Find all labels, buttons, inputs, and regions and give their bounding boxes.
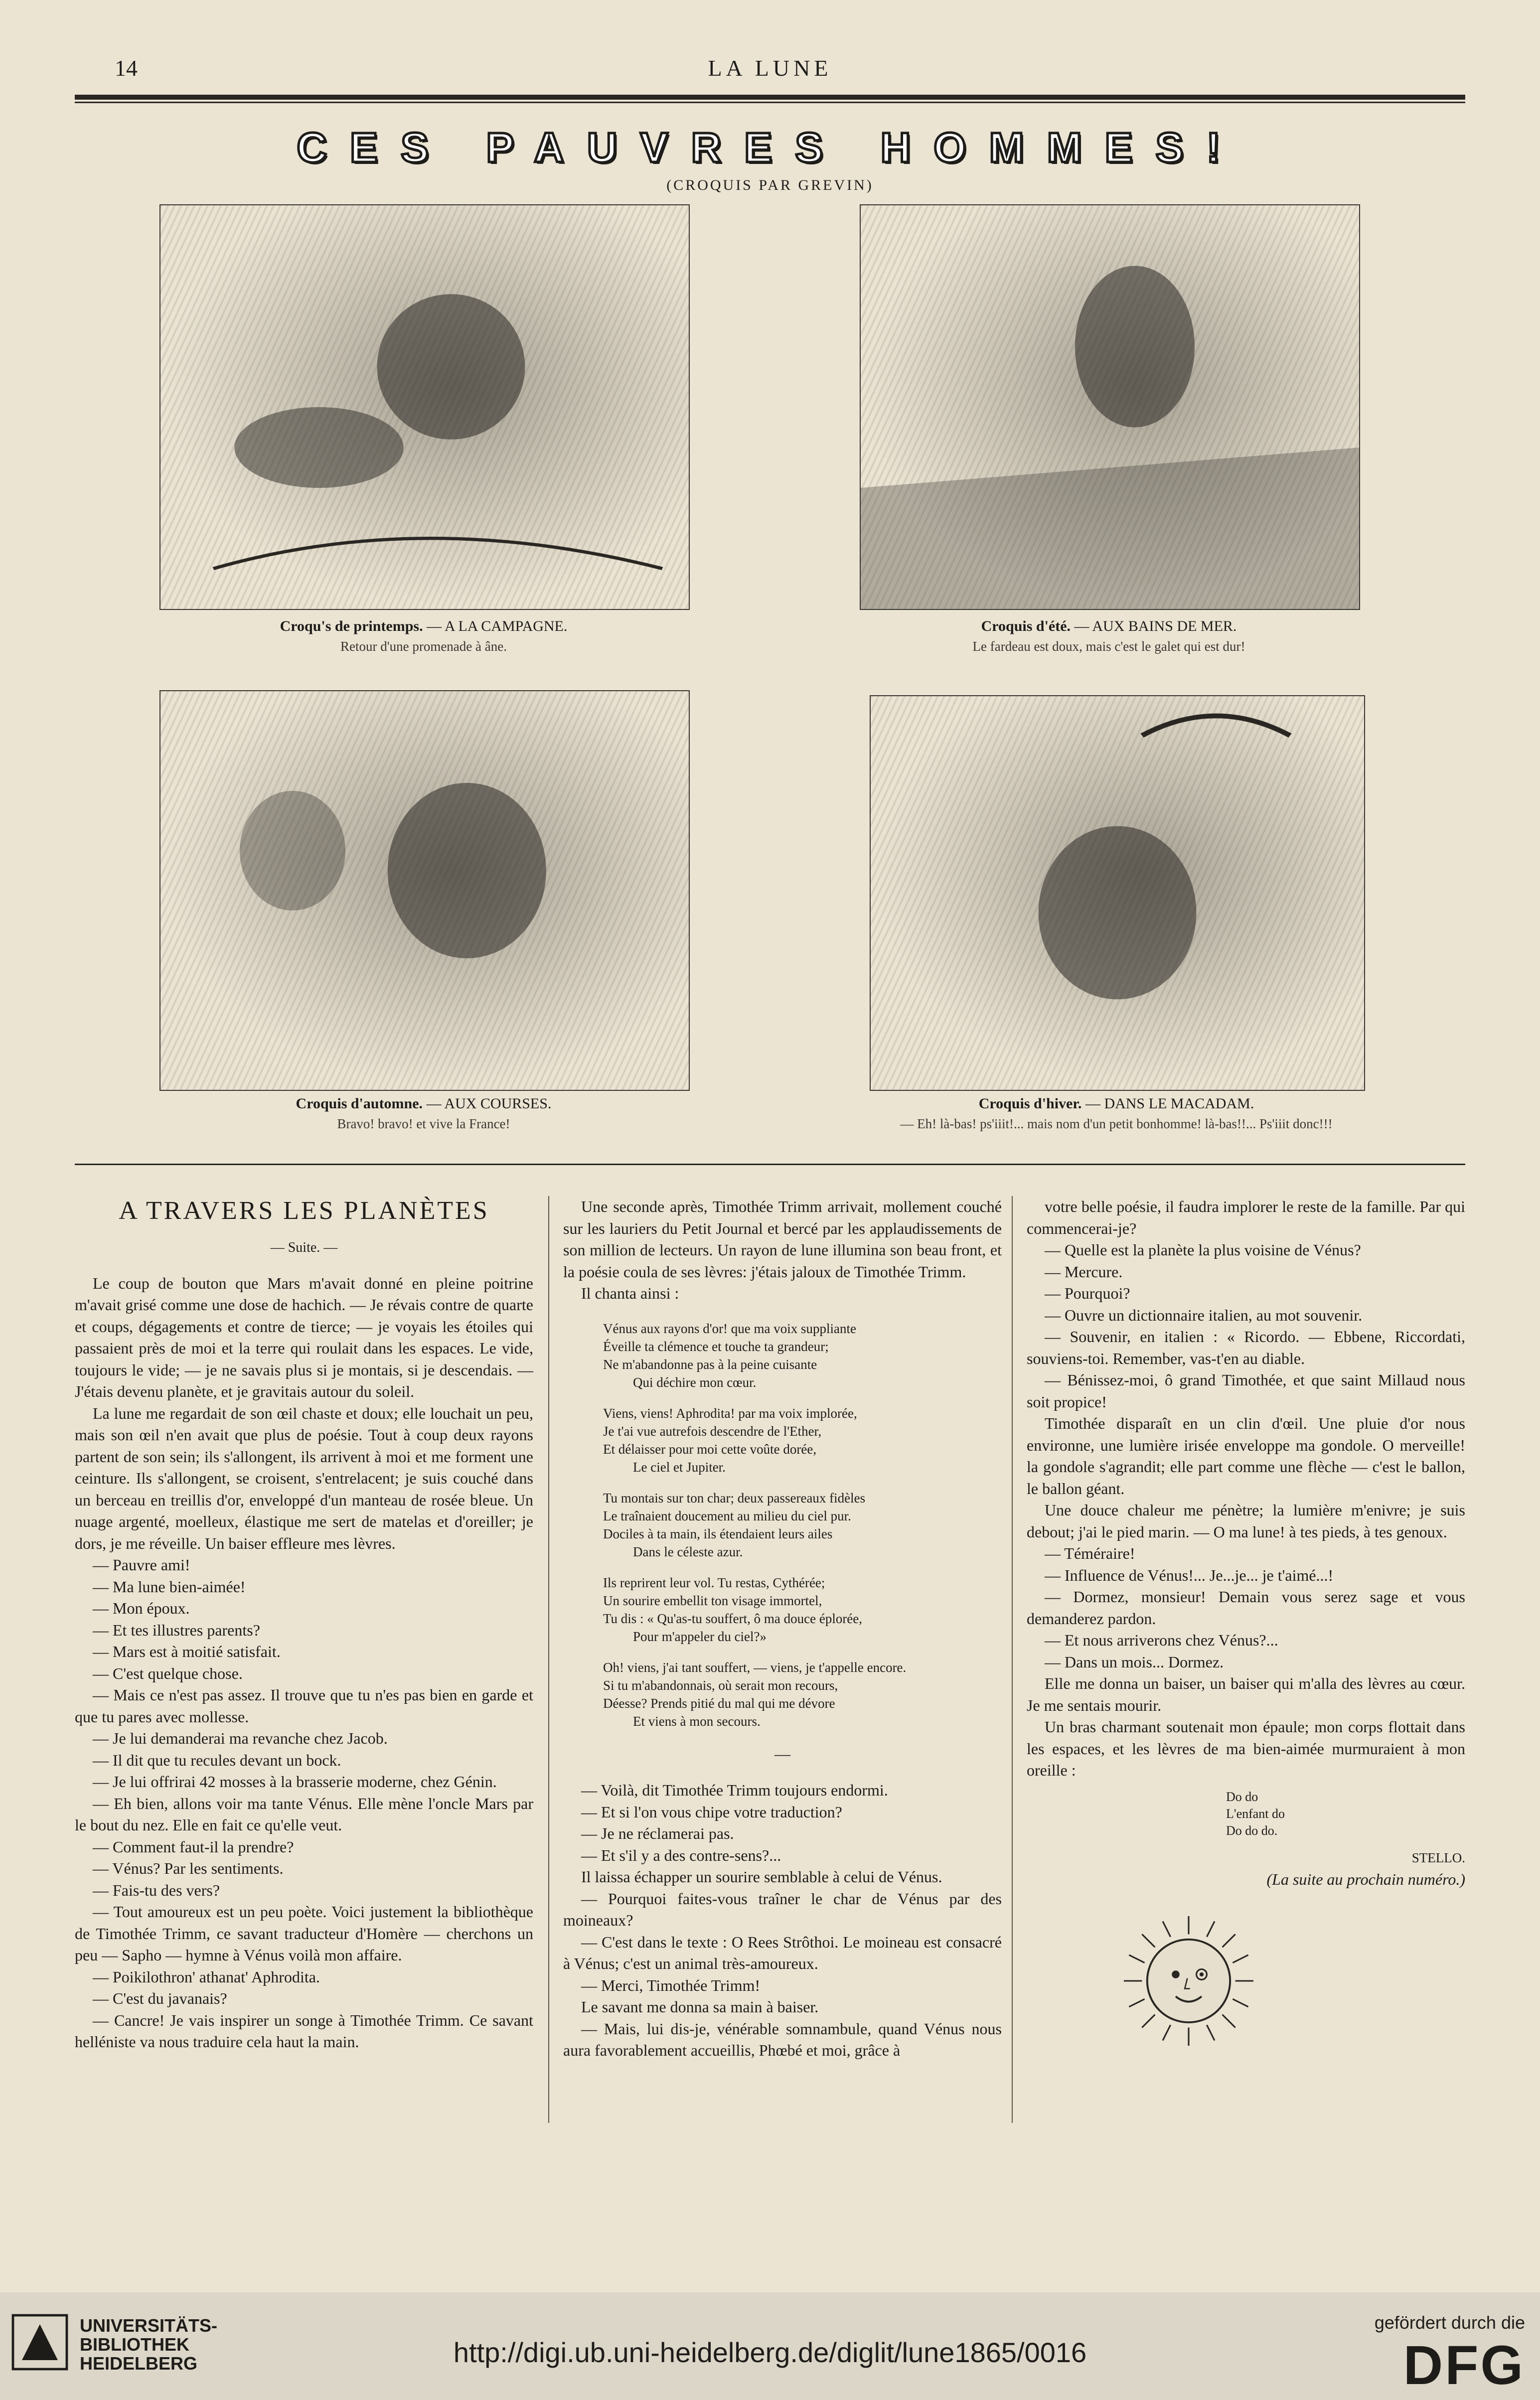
paragraph: Le savant me donna sa main à baiser.	[581, 1998, 819, 2016]
paragraph: — Bénissez-moi, ô grand Timothée, et que saint Millaud nous soit propice!	[1027, 1371, 1465, 1411]
paragraph: — Voilà, dit Timothée Trimm toujours endormi.	[581, 1781, 888, 1799]
poem-line: Oh! viens, j'ai tant souffert, — viens, je t'appelle encore.	[603, 1659, 907, 1675]
digitization-footer	[0, 2292, 1540, 2400]
paragraph: — Cancre! Je vais inspirer un songe à Timothée Trimm. Ce savant helléniste va nous traduire cela haut la main.	[75, 2011, 533, 2051]
poem-line: Déesse? Prends pitié du mal qui me dévore	[603, 1695, 835, 1711]
poem-stanza	[563, 1320, 1002, 1391]
paragraph: — C'est du javanais?	[93, 1989, 227, 2007]
paragraph: — Il dit que tu recules devant un bock.	[93, 1751, 341, 1769]
dfg-logo: DFG	[1403, 2335, 1525, 2396]
paragraph: — Téméraire!	[1045, 1544, 1135, 1562]
article-column-2	[563, 1196, 1002, 2062]
paragraph: — Je ne réclamerai pas.	[581, 1824, 734, 1842]
poem-line: Ils reprirent leur vol. Tu restas, Cythérée;	[603, 1575, 825, 1590]
paragraph: — C'est quelque chose.	[93, 1664, 243, 1682]
article-title: A TRAVERS LES PLANÈTES	[119, 1197, 489, 1225]
column-divider	[548, 1196, 549, 2123]
paragraph: — Pourquoi?	[1045, 1284, 1130, 1302]
paragraph: — Mais, lui dis-je, vénérable somnambule, quand Vénus nous aura favorablement accueillis, Phœbé et moi, grâce à	[563, 2019, 1002, 2059]
poem-line: Si tu m'abandonnais, où serait mon recours,	[603, 1677, 838, 1693]
paragraph: Un bras charmant soutenait mon épaule; mon corps flottait dans les espaces, et les lèvres de ma bien-aimée murmuraient à mon oreille :	[1027, 1718, 1465, 1779]
paragraph: Timothée disparaît en un clin d'œil. Une pluie d'or nous environne, une lumière irisée enveloppe ma gondole. O merveille! la gondole s'agrandit; elle part comme une flèche — c'est le ballon, le ballon géant.	[1027, 1414, 1465, 1498]
illustration-autumn	[159, 690, 690, 1091]
article-column-3	[1027, 1196, 1465, 1891]
section-rule	[75, 1164, 1465, 1165]
paragraph: Une seconde après, Timothée Trimm arrivait, mollement couché sur les lauriers du Petit Journal et bercé par les applaudissements de son million de lecteurs. Un rayon de lune illumina son beau front, et la poésie coula de ses lèvres: j'étais jaloux de Timothée Trimm.	[563, 1198, 1002, 1281]
paragraph: votre belle poésie, il faudra implorer le reste de la famille. Par qui commencerai-je?	[1027, 1198, 1465, 1237]
paragraph: Il chanta ainsi :	[581, 1284, 679, 1302]
paragraph: — Ouvre un dictionnaire italien, au mot souvenir.	[1045, 1306, 1363, 1324]
poem-line: Ne m'abandonne pas à la peine cuisante	[603, 1356, 817, 1372]
illustration-winter-subcaption: — Eh! là-bas! ps'iiit!... mais nom d'un petit bonhomme! là-bas!!... Ps'iiit donc!!!	[900, 1116, 1333, 1131]
paragraph: — Merci, Timothée Trimm!	[581, 1976, 761, 1994]
paragraph: — Vénus? Par les sentiments.	[93, 1859, 284, 1877]
poem-line: Tu dis : « Qu'as-tu souffert, ô ma douce éplorée,	[603, 1611, 863, 1626]
paragraph: — Et s'il y a des contre-sens?...	[581, 1846, 781, 1864]
paragraph: — Souvenir, en italien : « Ricordo. — Ebbene, Riccordati, souviens-toi. Remember, vas-t'en au diable.	[1027, 1328, 1465, 1367]
illustration-autumn-caption: Croquis d'automne. — AUX COURSES.	[296, 1095, 552, 1112]
paragraph: — Dormez, monsieur! Demain vous serez sage et vous demanderez pardon.	[1027, 1588, 1465, 1628]
paragraph: — Je lui offrirai 42 mosses à la brasserie moderne, chez Génin.	[93, 1773, 497, 1791]
paragraph: — Ma lune bien-aimée!	[93, 1577, 246, 1596]
paragraph: — Je lui demanderai ma revanche chez Jacob.	[93, 1729, 388, 1747]
lullaby-line: Do do	[1226, 1789, 1258, 1804]
header-rule	[75, 95, 1465, 100]
poem-stanza	[563, 1489, 1002, 1561]
column-divider	[1012, 1196, 1013, 2123]
paragraph: — Mon époux.	[93, 1599, 190, 1617]
paragraph: — Et si l'on vous chipe votre traduction?	[581, 1802, 842, 1821]
illustration-autumn-subcaption: Bravo! bravo! et vive la France!	[337, 1116, 510, 1131]
poem	[563, 1320, 1002, 1743]
poem-line: Et viens à mon secours.	[633, 1713, 761, 1729]
paragraph: — Poikilothron' athanat' Aphrodita.	[93, 1967, 320, 1986]
paragraph: — Mais ce n'est pas assez. Il trouve que tu n'es pas bien en garde et que tu pares avec mollesse.	[75, 1686, 533, 1726]
paragraph: — C'est dans le texte : O Rees Strôthoi. Le moineau est consacré à Vénus; c'est un animal très-amoureux.	[563, 1933, 1002, 1972]
illustration-summer-caption: Croquis d'été. — AUX BAINS DE MER.	[981, 618, 1237, 634]
paragraph: Le coup de bouton que Mars m'avait donné en pleine poitrine m'avait grisé comme une dose de hachich. — Je révais contre de quarte et coups, dégagements et contre de tierce; — je voyais les étoiles qui passaient près de moi et la terre qui roulait dans les espaces. Le vide, toujours le vide; — je ne savais plus si je montais, si je descendais. — J'étais devenu planète, et je gravitais autour du soleil.	[75, 1274, 533, 1400]
paragraph: — Dans un mois... Dormez.	[1045, 1652, 1224, 1671]
poem-line: Je t'ai vue autrefois descendre de l'Ether,	[603, 1423, 822, 1439]
illustration-spring-subcaption: Retour d'une promenade à âne.	[340, 639, 507, 654]
lullaby-line: L'enfant do	[1226, 1806, 1285, 1821]
poem-line: Dans le céleste azur.	[633, 1544, 743, 1559]
article-column-1	[75, 1196, 533, 2053]
header-rule-thin	[75, 102, 1465, 103]
poem-line: Éveille ta clémence et touche ta grandeur;	[603, 1339, 829, 1354]
paragraph: Il laissa échapper un sourire semblable à celui de Vénus.	[581, 1868, 942, 1886]
page-subtitle: (CROQUIS PAR GREVIN)	[666, 177, 874, 193]
lullaby-line: Do do do.	[1226, 1823, 1278, 1838]
paragraph: — Eh bien, allons voir ma tante Vénus. Elle mène l'oncle Mars par le bout du nez. Elle en fait ce qu'elle veut.	[75, 1794, 533, 1834]
poem-line: Et délaisser pour moi cette voûte dorée,	[603, 1441, 817, 1457]
paragraph: La lune me regardait de son œil chaste et doux; elle louchait un peu, mais son œil n'en avait que plus de poésie. Tout à coup deux rayons partent de son sein; ils s'allongent, ils arrivent à moi et me forment une ceinture. Ils s'allongent, se croisent, s'entrelacent; je suis couché dans un berceau en treillis d'or, enveloppé d'un manteau de rosée bleue. Un nuage argenté, moelleux, élastique me sert de matelas et d'oreiller; je dors, je me réveille. Un baiser effleure mes lèvres.	[75, 1404, 533, 1552]
page-number: 14	[115, 55, 138, 81]
page-title: CES PAUVRES HOMMES!	[297, 124, 1243, 171]
poem-line: Tu montais sur ton char; deux passereaux fidèles	[603, 1490, 866, 1505]
library-name: UNIVERSITÄTS- BIBLIOTHEK HEIDELBERG	[80, 2315, 218, 2374]
poem-stanza	[563, 1658, 1002, 1730]
paragraph: — Et tes illustres parents?	[93, 1621, 260, 1639]
paragraph: — Mercure.	[1045, 1262, 1123, 1281]
paragraph: — Fais-tu des vers?	[93, 1881, 220, 1899]
poem-line: Pour m'appeler du ciel?»	[633, 1629, 767, 1644]
poem-line: Un sourire embellit ton visage immortel,	[603, 1593, 822, 1608]
illustration-summer-subcaption: Le fardeau est doux, mais c'est le galet qui est dur!	[972, 639, 1245, 654]
poem-line: Qui déchire mon cœur.	[633, 1374, 757, 1390]
illustration-spring-caption: Croqu's de printemps. — A LA CAMPAGNE.	[280, 618, 568, 634]
illustration-spring	[159, 204, 690, 610]
paragraph: — Quelle est la planète la plus voisine de Vénus?	[1045, 1241, 1361, 1259]
illustration-summer	[860, 204, 1360, 610]
paragraph: — Pauvre ami!	[93, 1556, 190, 1574]
journal-name: LA LUNE	[708, 55, 832, 81]
poem-line: Dociles à ta main, ils étendaient leurs ailes	[603, 1526, 833, 1541]
article-suite: — Suite. —	[270, 1240, 338, 1255]
paragraph: Elle me donna un baiser, un baiser qui m'alla des lèvres au cœur. Je me sentais mourir.	[1027, 1674, 1465, 1714]
illustration-winter	[870, 695, 1365, 1091]
poem-stanza	[563, 1404, 1002, 1476]
continued-note: (La suite au prochain numéro.)	[1266, 1870, 1465, 1888]
illustration-winter-caption: Croquis d'hiver. — DANS LE MACADAM.	[978, 1095, 1254, 1112]
poem-stanza	[563, 1574, 1002, 1646]
page-header	[75, 55, 1465, 85]
funding-note: gefördert durch die	[1374, 2312, 1525, 2333]
paragraph: — Pourquoi faites-vous traîner le char de Vénus par des moineaux?	[563, 1889, 1002, 1929]
section-dash: —	[774, 1744, 790, 1763]
paragraph: — Tout amoureux est un peu poète. Voici justement la bibliothèque de Timothée Trimm, ce savant traducteur d'Homère — cherchons un peu — Sapho — hymne à Vénus voilà mon affaire.	[75, 1903, 533, 1964]
source-url[interactable]: http://digi.ub.uni-heidelberg.de/diglit/lune1865/0016	[453, 2337, 1087, 2368]
paragraph: — Comment faut-il la prendre?	[93, 1837, 294, 1856]
paragraph: Une douce chaleur me pénètre; la lumière m'enivre; je suis debout; j'ai le pied marin. — O ma lune! à tes pieds, à tes genoux.	[1027, 1501, 1465, 1541]
paragraph: — Influence de Vénus!... Je...je... je t'aimé...!	[1045, 1566, 1334, 1584]
poem-line: Le ciel et Jupiter.	[633, 1459, 726, 1475]
poem-line: Le traînaient doucement au milieu du ciel pur.	[603, 1508, 851, 1523]
paragraph: — Mars est à moitié satisfait.	[93, 1643, 281, 1660]
poem-line: Vénus aux rayons d'or! que ma voix suppliante	[603, 1321, 857, 1336]
signature: STELLO.	[1411, 1850, 1465, 1865]
poem-line: Viens, viens! Aphrodita! par ma voix implorée,	[603, 1405, 857, 1421]
paragraph: — Et nous arriverons chez Vénus?...	[1045, 1631, 1278, 1649]
moon-face-illustration	[1124, 1916, 1253, 2046]
